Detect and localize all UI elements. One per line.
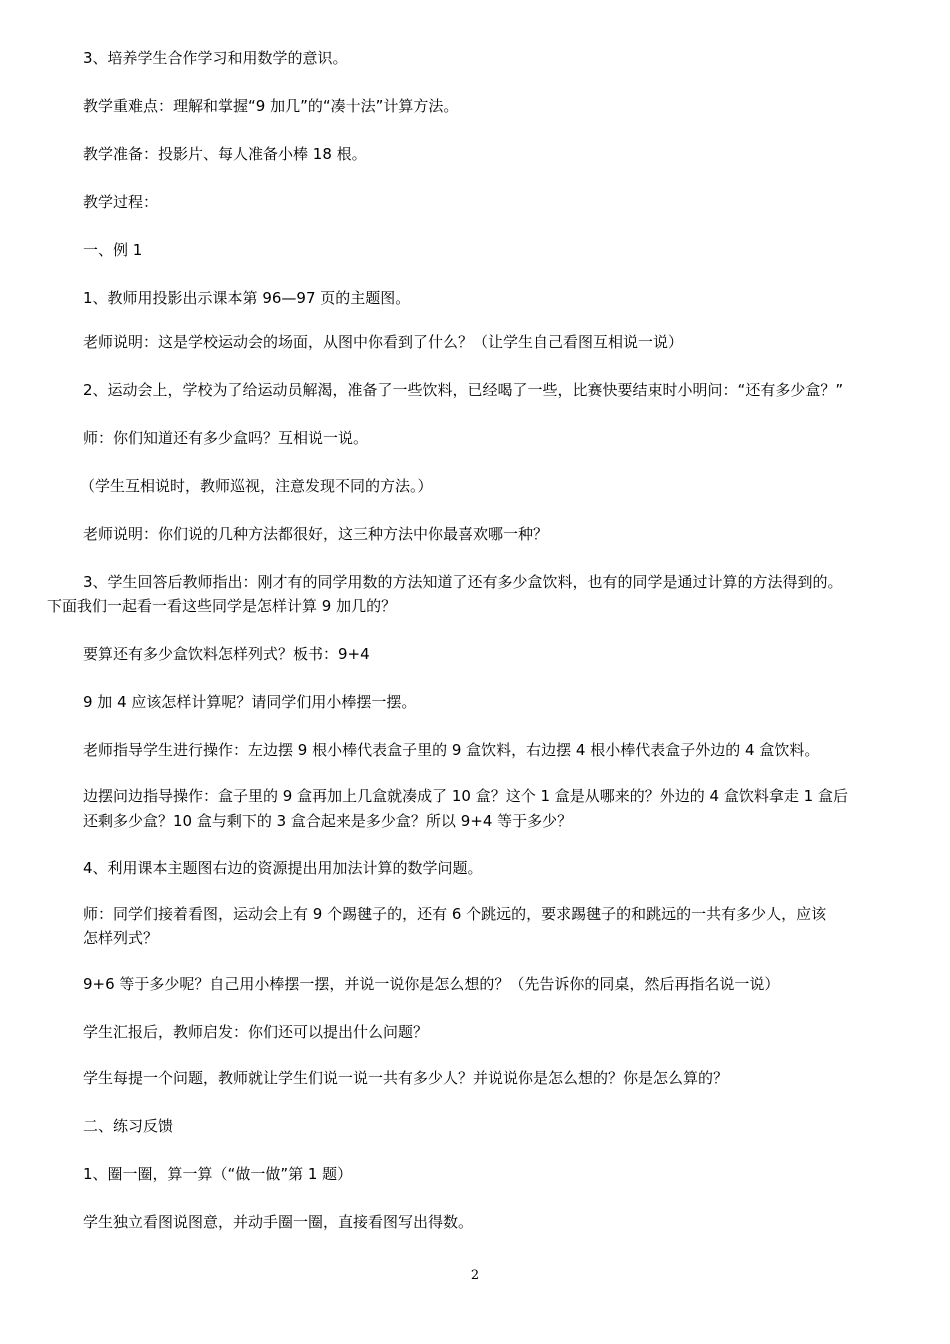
paragraph-student-report: 学生汇报后，教师启发：你们还可以提出什么问题？ bbox=[83, 1023, 429, 1041]
paragraph-step-2: 2、运动会上，学校为了给运动员解渴，准备了一些饮料，已经喝了一些，比赛快要结束时小明问：“还有多少盒？” bbox=[83, 381, 844, 399]
paragraph-teacher-note-2: 老师说明：你们说的几种方法都很好，这三种方法中你最喜欢哪一种？ bbox=[83, 525, 549, 543]
paragraph-guided-questions-line-1: 边摆问边指导操作：盒子里的 9 盒再加上几盒就凑成了 10 盒？这个 1 盒是从哪来的？外边的 4 盒饮料拿走 1 盒后 bbox=[83, 787, 848, 805]
paragraph-student-discussion: （学生互相说时，教师巡视，注意发现不同的方法。） bbox=[80, 477, 433, 495]
paragraph-operation-guide: 老师指导学生进行操作：左边摆 9 根小棒代表盒子里的 9 盒饮料，右边摆 4 根小棒代表盒子外边的 4 盒饮料。 bbox=[83, 741, 820, 759]
paragraph-student-questions: 学生每提一个问题，教师就让学生们说一说一共有多少人？并说说你是怎么想的？你是怎么算的？ bbox=[83, 1069, 729, 1087]
paragraph-objective-3: 3、培养学生合作学习和用数学的意识。 bbox=[83, 49, 348, 67]
paragraph-sticks-instruction: 9 加 4 应该怎样计算呢？请同学们用小棒摆一摆。 bbox=[83, 693, 417, 711]
paragraph-preparation: 教学准备：投影片、每人准备小棒 18 根。 bbox=[83, 145, 367, 163]
page-number: 2 bbox=[470, 1268, 480, 1283]
paragraph-step-4: 4、利用课本主题图右边的资源提出用加法计算的数学问题。 bbox=[83, 859, 483, 877]
paragraph-formula: 要算还有多少盒饮料怎样列式？板书：9+4 bbox=[83, 645, 370, 663]
paragraph-process-heading: 教学过程： bbox=[83, 193, 159, 211]
paragraph-teacher-prompt-line-1: 师：同学们接着看图，运动会上有 9 个踢毽子的，还有 6 个跳远的，要求踢毽子的和跳远的一共有多少人，应该 bbox=[83, 905, 827, 923]
paragraph-teacher-question: 师：你们知道还有多少盒吗？互相说一说。 bbox=[83, 429, 369, 447]
paragraph-sticks-9-plus-6: 9+6 等于多少呢？自己用小棒摆一摆，并说一说你是怎么想的？（先告诉你的同桌，然后再指名说一说） bbox=[83, 975, 780, 993]
paragraph-step-1: 1、教师用投影出示课本第 96—97 页的主题图。 bbox=[83, 289, 411, 307]
paragraph-key-points: 教学重难点：理解和掌握“9 加几”的“凑十法”计算方法。 bbox=[83, 97, 459, 115]
paragraph-step-3-line-2: 下面我们一起看一看这些同学是怎样计算 9 加几的？ bbox=[47, 597, 397, 615]
paragraph-exercise-1: 1、圈一圈，算一算（“做一做”第 1 题） bbox=[83, 1165, 353, 1183]
paragraph-guided-questions-line-2: 还剩多少盒？10 盒与剩下的 3 盒合起来是多少盒？所以 9+4 等于多少？ bbox=[83, 812, 573, 830]
section-heading-practice: 二、练习反馈 bbox=[83, 1117, 174, 1135]
paragraph-teacher-note-1: 老师说明：这是学校运动会的场面，从图中你看到了什么？（让学生自己看图互相说一说） bbox=[83, 333, 684, 351]
paragraph-exercise-1-instruction: 学生独立看图说图意，并动手圈一圈，直接看图写出得数。 bbox=[83, 1213, 474, 1231]
section-heading-example-1: 一、例 1 bbox=[83, 241, 143, 259]
paragraph-step-3-line-1: 3、学生回答后教师指出：刚才有的同学用数的方法知道了还有多少盒饮料，也有的同学是通过计算的方法得到的。 bbox=[83, 573, 843, 591]
paragraph-teacher-prompt-line-2: 怎样列式？ bbox=[83, 929, 159, 947]
